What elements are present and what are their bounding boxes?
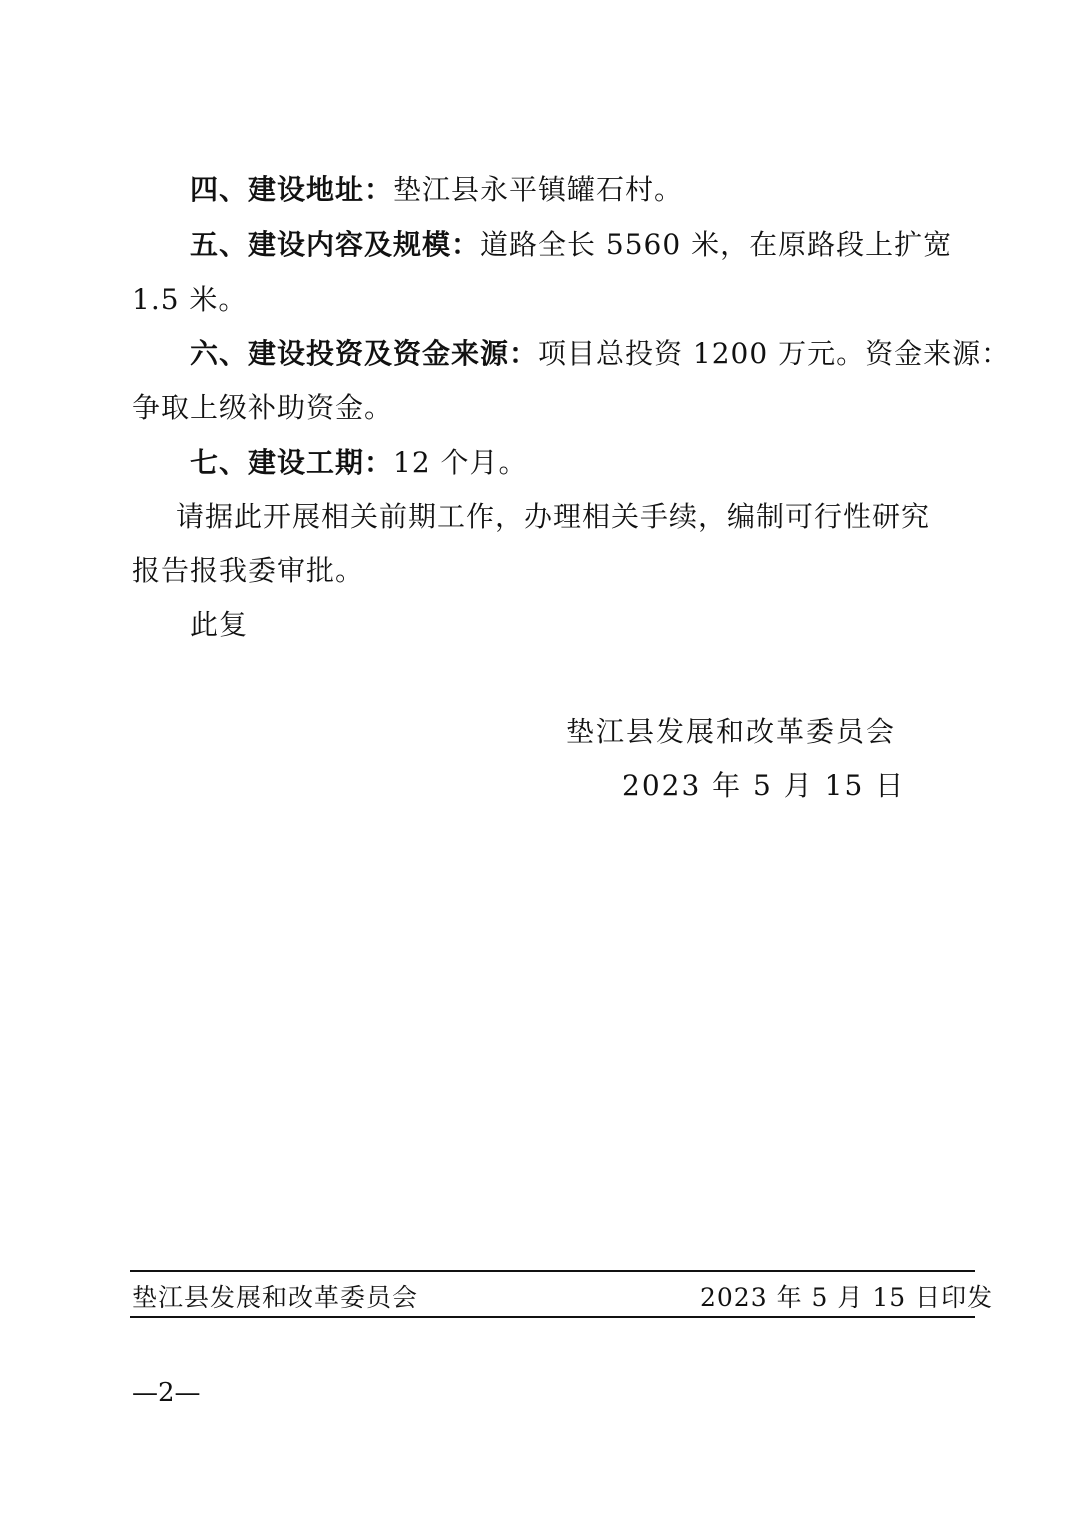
item-investment-funding-continued [132,388,932,428]
item-heading: 六、建设投资及资金来源： [190,337,539,370]
item-construction-scale-continued [132,280,932,320]
item-text: 项目总投资 1200 万元。资金来源： [538,337,1011,370]
item-text: 1.5 米。 [132,283,248,316]
item-heading: 五、建设内容及规模： [190,228,481,261]
item-investment-funding [190,334,1011,374]
item-heading: 七、建设工期： [190,446,394,479]
paragraph-text: 报告报我委审批。 [132,554,365,587]
request-paragraph [176,497,936,537]
signature-issuer: 垫江县发展和改革委员会 [566,715,897,748]
item-text: 道路全长 5560 米，在原路段上扩宽 [480,228,953,261]
signature-date: 2023 年 5 月 15 日 [622,769,906,802]
item-construction-period [190,443,932,483]
footer-issuer: 垫江县发展和改革委员会 [132,1283,419,1312]
paragraph-text: 请据此开展相关前期工作，办理相关手续，编制可行性研究 [176,500,931,533]
page-number: —2— [132,1378,201,1408]
item-text: 12 个月。 [393,446,528,479]
request-paragraph-continued [132,551,932,591]
footer-top-rule [130,1270,975,1272]
closing-text: 此复 [190,608,249,641]
footer-bottom-rule [130,1316,975,1318]
item-construction-scale [190,225,953,265]
item-construction-address [190,170,932,210]
footer-print-date: 2023 年 5 月 15 日印发 [700,1283,994,1312]
item-text: 垫江县永平镇罐石村。 [393,173,684,206]
item-heading: 四、建设地址： [190,173,394,206]
item-text: 争取上级补助资金。 [132,391,394,424]
